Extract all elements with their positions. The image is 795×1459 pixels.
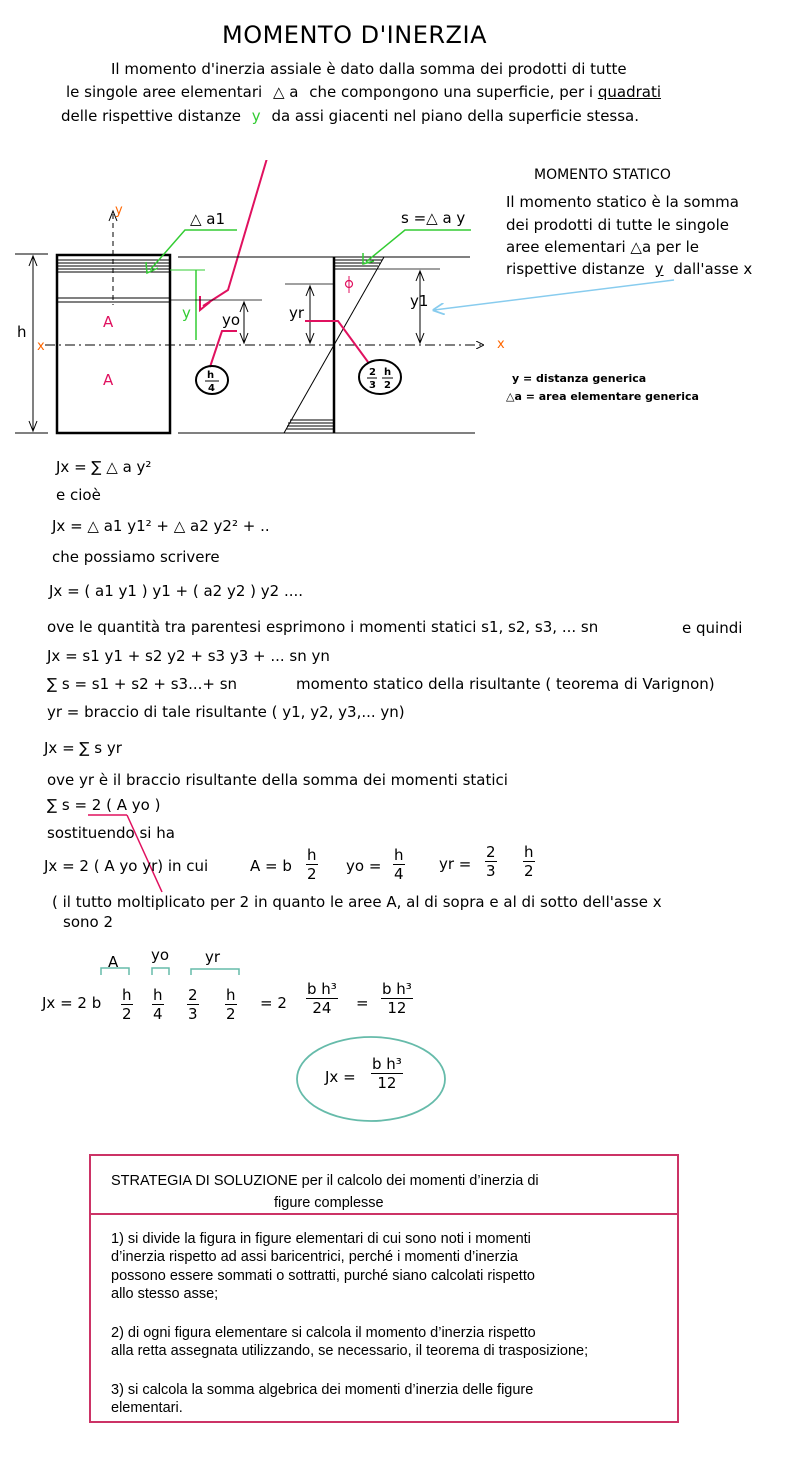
statico-line-3: aree elementari △a per le xyxy=(506,238,699,256)
boxed-lhs: Jx = xyxy=(325,1068,356,1086)
frac-yr-1 xyxy=(485,843,497,880)
circle2-a-den: 3 xyxy=(369,380,376,391)
label-y1: y1 xyxy=(410,292,429,310)
final-f3-num: 2 xyxy=(188,986,198,1004)
strategy-header xyxy=(91,1156,677,1215)
deriv-line-11: ove yr è il braccio risultante della somma dei momenti statici xyxy=(47,771,508,789)
label-h: h xyxy=(17,323,27,341)
deriv-line-3: Jx = △ a1 y1² + △ a2 y2² + .. xyxy=(52,517,270,535)
deriv-line-5: Jx = ( a1 y1 ) y1 + ( a2 y2 ) y2 .... xyxy=(49,582,304,600)
final-f5-den: 24 xyxy=(312,999,332,1017)
page-title: MOMENTO D'INERZIA xyxy=(222,21,487,49)
intro-line-3 xyxy=(61,107,639,125)
deriv-line-15a: ( il tutto moltiplicato per 2 in quanto le aree A, al di sopra e al di sotto dell'asse x xyxy=(52,893,662,911)
deriv-line-6a: ove le quantità tra parentesi esprimono i momenti statici s1, s2, s3, ... sn xyxy=(47,618,599,636)
strategy-s2b: alla retta assegnata utilizzando, se necessario, il teorema di trasposizione; xyxy=(111,1343,589,1359)
blue-leader xyxy=(434,280,674,310)
final-eq-2: = 2 xyxy=(260,994,287,1012)
label-y-axis: y xyxy=(115,203,123,218)
boxed-frac xyxy=(371,1055,403,1092)
final-frac-3 xyxy=(187,986,199,1023)
frac-yo-den: 4 xyxy=(393,865,404,883)
strategy-box xyxy=(89,1154,679,1423)
deriv-line-15b: sono 2 xyxy=(63,913,113,931)
deriv-line-10: Jx = ∑ s yr xyxy=(44,739,122,757)
frac-yr-2 xyxy=(523,843,535,880)
deriv-line-8b: momento statico della risultante ( teorema di Varignon) xyxy=(296,675,715,693)
final-f1-den: 2 xyxy=(121,1005,132,1023)
statico-line-4b: dall'asse x xyxy=(673,260,753,278)
final-f6-den: 12 xyxy=(387,999,407,1017)
circle-2-3-h-2 xyxy=(359,360,401,394)
frac-yo-num: h xyxy=(394,846,404,864)
final-frac-5 xyxy=(306,980,338,1017)
label-s-formula: s =△ a y xyxy=(401,209,466,227)
delta-a-symbol: △ a xyxy=(272,83,299,101)
final-f4-num: h xyxy=(226,986,236,1004)
intro-quadrati: quadrati xyxy=(597,83,661,101)
label-x-left: x xyxy=(37,339,45,354)
frac-yr1-den: 3 xyxy=(486,862,496,880)
label-area-bottom: A xyxy=(103,371,114,389)
red-pointer-line xyxy=(203,160,276,306)
deriv-line-6b: e quindi xyxy=(682,619,743,637)
circle1-den: 4 xyxy=(208,383,215,394)
final-frac-6 xyxy=(381,980,413,1017)
deriv-line-8a: ∑ s = s1 + s2 + s3...+ sn xyxy=(47,675,238,693)
intro-line-2a: le singole aree elementari xyxy=(66,83,263,101)
strategy-title-2: figure complesse xyxy=(274,1195,384,1211)
label-delta-a1: △ a1 xyxy=(190,210,226,228)
final-f2-den: 4 xyxy=(152,1005,163,1023)
statico-y: y xyxy=(654,260,664,278)
frac-yr2-num: h xyxy=(524,843,534,861)
deriv-line-14a: Jx = 2 ( A yo yr) in cui xyxy=(44,857,209,875)
deriv-yo-eq: yo = xyxy=(346,857,382,875)
frac-A-num: h xyxy=(307,846,317,864)
label-area-top: A xyxy=(103,313,114,331)
final-frac-4 xyxy=(225,986,237,1023)
final-f2-num: h xyxy=(153,986,163,1004)
intro-line-2 xyxy=(66,83,661,101)
inertia-diagram xyxy=(0,160,795,450)
strategy-s1d: allo stesso asse; xyxy=(111,1286,219,1302)
statico-line-4a: rispettive distanze xyxy=(506,260,645,278)
frac-A-den: 2 xyxy=(306,865,317,883)
brace-yr-label: yr xyxy=(205,948,221,966)
circle2-b-num: h xyxy=(384,367,392,378)
frac-yo xyxy=(393,846,405,883)
legend-delta-a: △a = area elementare generica xyxy=(506,390,699,403)
deriv-line-12: ∑ s = 2 ( A yo ) xyxy=(47,796,161,814)
strategy-s3b: elementari. xyxy=(111,1400,183,1416)
deriv-line-1: Jx = ∑ △ a y² xyxy=(56,458,152,476)
label-yo: yo xyxy=(222,311,241,329)
label-x-right: x xyxy=(497,337,505,352)
strategy-title-1: STRATEGIA DI SOLUZIONE per il calcolo dei momenti d’inerzia di xyxy=(111,1173,539,1189)
deriv-A-eq: A = b xyxy=(250,857,292,875)
frac-yr2-den: 2 xyxy=(523,862,534,880)
brace-A-label: A xyxy=(108,953,119,971)
statico-line-1: Il momento statico è la somma xyxy=(506,193,739,211)
frac-yr1-num: 2 xyxy=(486,843,496,861)
final-f1-num: h xyxy=(122,986,132,1004)
boxed-den: 12 xyxy=(377,1074,397,1092)
final-f3-den: 3 xyxy=(188,1005,198,1023)
final-f5-num: b h³ xyxy=(307,980,337,998)
label-yr: yr xyxy=(289,304,305,322)
brace-yo-label: yo xyxy=(151,946,170,964)
strategy-s1a: 1) si divide la figura in figure elementari di cui sono noti i momenti xyxy=(111,1231,531,1247)
deriv-line-4: che possiamo scrivere xyxy=(52,548,220,566)
strategy-s2a: 2) di ogni figura elementare si calcola il momento d’inerzia rispetto xyxy=(111,1325,536,1341)
final-lhs: Jx = 2 b xyxy=(42,994,102,1012)
frac-A xyxy=(306,846,318,883)
deriv-line-7: Jx = s1 y1 + s2 y2 + s3 y3 + ... sn yn xyxy=(47,647,330,665)
final-f4-den: 2 xyxy=(225,1005,236,1023)
final-eq-3: = xyxy=(356,994,369,1012)
final-frac-1 xyxy=(121,986,133,1023)
braces xyxy=(95,963,255,978)
strategy-s1c: possono essere sommati o sottratti, purché siano calcolati rispetto xyxy=(111,1268,535,1284)
deriv-yr-eq: yr = xyxy=(439,855,472,873)
final-frac-2 xyxy=(152,986,164,1023)
red-pointer-head xyxy=(200,296,210,310)
strategy-s1b: d’inerzia rispetto ad assi baricentrici, perché i momenti d’inerzia xyxy=(111,1249,518,1265)
intro-line-3b: da assi giacenti nel piano della superficie stessa. xyxy=(271,107,640,125)
circle1-num: h xyxy=(207,370,215,381)
statico-heading: MOMENTO STATICO xyxy=(534,167,671,183)
deriv-line-2: e cioè xyxy=(56,486,101,504)
label-y-green: y xyxy=(182,304,191,322)
intro-line-2b: che compongono una superficie, per i xyxy=(309,83,594,101)
intro-y: y xyxy=(251,107,261,125)
boxed-num: b h³ xyxy=(372,1055,402,1073)
final-f6-num: b h³ xyxy=(382,980,412,998)
deriv-line-13: sostituendo si ha xyxy=(47,824,175,842)
strategy-s3a: 3) si calcola la somma algebrica dei momenti d’inerzia delle figure xyxy=(111,1382,534,1398)
circle2-b-den: 2 xyxy=(384,380,391,391)
statico-line-2: dei prodotti di tutte le singole xyxy=(506,216,729,234)
legend-y: y = distanza generica xyxy=(512,372,647,385)
deriv-line-9: yr = braccio di tale risultante ( y1, y2, y3,... yn) xyxy=(47,703,405,721)
circle2-a-num: 2 xyxy=(369,367,376,378)
intro-line-3a: delle rispettive distanze xyxy=(61,107,241,125)
green-leader-a1 xyxy=(150,230,237,270)
intro-line-1: Il momento d'inerzia assiale è dato dalla somma dei prodotti di tutte xyxy=(111,60,627,78)
